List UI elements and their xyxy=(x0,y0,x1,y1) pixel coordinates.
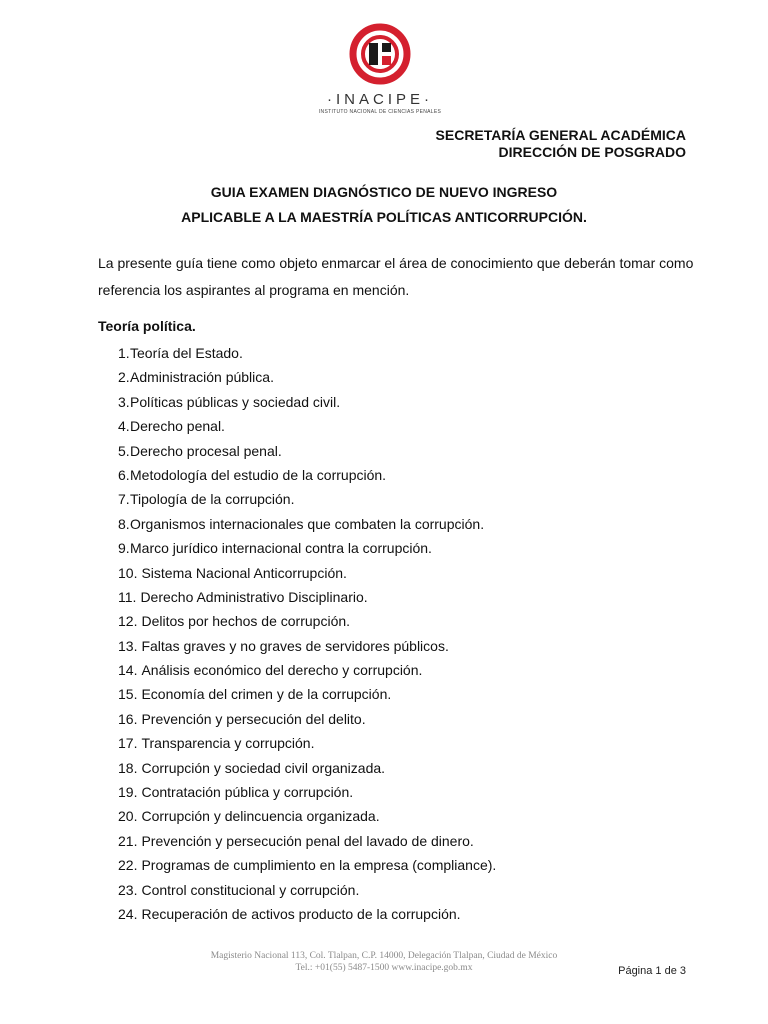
list-item xyxy=(118,609,496,633)
list-item xyxy=(118,634,496,658)
list-item xyxy=(118,902,496,926)
logo-subtitle: INSTITUTO NACIONAL DE CIENCIAS PENALES xyxy=(318,109,442,115)
inacipe-logo-icon xyxy=(348,22,412,86)
list-item-number: 2. xyxy=(118,369,130,386)
list-item-text: Corrupción y sociedad civil organizada. xyxy=(141,759,386,776)
list-item xyxy=(118,512,496,536)
list-item xyxy=(118,365,496,389)
footer-address-line-2: Tel.: +01(55) 5487-1500 www.inacipe.gob.mx xyxy=(295,963,473,973)
list-item-text: Análisis económico del derecho y corrupción. xyxy=(141,662,423,679)
list-item-text: Derecho Administrativo Disciplinario. xyxy=(140,588,368,605)
list-item-text: Transparencia y corrupción. xyxy=(141,735,315,752)
document-title-line-2: APLICABLE A LA MAESTRÍA POLÍTICAS ANTICORRUPCIÓN. xyxy=(181,209,587,225)
list-item-number: 1. xyxy=(118,345,130,361)
document-title-line-1: GUIA EXAMEN DIAGNÓSTICO DE NUEVO INGRESO xyxy=(210,184,558,200)
list-item-number: 17. xyxy=(118,735,138,752)
inacipe-logo xyxy=(300,22,460,115)
list-item xyxy=(118,585,496,609)
list-item-number: 20. xyxy=(118,808,138,825)
list-item-number: 4. xyxy=(118,418,130,435)
list-item-text: Derecho procesal penal. xyxy=(130,442,282,459)
list-item-number: 12. xyxy=(118,613,138,630)
list-item-number: 19. xyxy=(118,784,138,801)
list-item-text: Administración pública. xyxy=(130,369,274,386)
list-item-number: 15. xyxy=(118,686,138,703)
list-item xyxy=(118,658,496,682)
list-item xyxy=(118,780,496,804)
list-item-text: Recuperación de activos producto de la corrupción. xyxy=(141,905,461,922)
list-item-number: 10. xyxy=(118,564,138,581)
list-item-number: 9. xyxy=(118,540,130,557)
intro-paragraph: La presente guía tiene como objeto enmarcar el área de conocimiento que deberán tomar como referencia los aspirantes al programa en mención. xyxy=(98,255,694,298)
list-item-text: Corrupción y delincuencia organizada. xyxy=(141,808,380,825)
list-item-text: Economía del crimen y de la corrupción. xyxy=(141,686,392,703)
list-item xyxy=(118,463,496,487)
list-item-number: 23. xyxy=(118,881,138,898)
list-item xyxy=(118,878,496,902)
list-item xyxy=(118,341,496,365)
list-item-number: 3. xyxy=(118,393,130,410)
footer-address-line-1: Magisterio Nacional 113, Col. Tlalpan, C.P. 14000, Delegación Tlalpan, Ciudad de México xyxy=(210,951,558,961)
list-item-number: 7. xyxy=(118,491,130,508)
topic-list xyxy=(118,341,496,926)
list-item-number: 16. xyxy=(118,710,138,727)
list-item xyxy=(118,561,496,585)
list-item-text: Derecho penal. xyxy=(130,418,225,435)
list-item xyxy=(118,682,496,706)
list-item-text: Faltas graves y no graves de servidores públicos. xyxy=(141,637,449,654)
list-item-text: Control constitucional y corrupción. xyxy=(141,881,360,898)
list-item-number: 13. xyxy=(118,637,138,654)
list-item xyxy=(118,756,496,780)
department-line-1: SECRETARÍA GENERAL ACADÉMICA xyxy=(435,127,686,143)
department-header xyxy=(436,127,686,161)
list-item xyxy=(118,487,496,511)
list-item-text: Teoría del Estado. xyxy=(130,345,243,361)
list-item-text: Marco jurídico internacional contra la corrupción. xyxy=(130,540,432,557)
list-item xyxy=(118,390,496,414)
list-item-number: 14. xyxy=(118,662,138,679)
list-item-number: 8. xyxy=(118,515,130,532)
list-item xyxy=(118,853,496,877)
list-item-text: Delitos por hechos de corrupción. xyxy=(141,613,351,630)
list-item-text: Políticas públicas y sociedad civil. xyxy=(130,393,341,410)
list-item-number: 24. xyxy=(118,905,138,922)
list-item-number: 6. xyxy=(118,466,130,483)
list-item xyxy=(118,731,496,755)
list-item xyxy=(118,829,496,853)
list-item xyxy=(118,707,496,731)
list-item-number: 5. xyxy=(118,442,130,459)
list-item-text: Prevención y persecución del delito. xyxy=(141,710,366,727)
list-item xyxy=(118,414,496,438)
list-item-text: Metodología del estudio de la corrupción. xyxy=(130,466,387,483)
page-number: Página 1 de 3 xyxy=(618,965,686,977)
list-item-number: 22. xyxy=(118,857,138,874)
list-item-text: Contratación pública y corrupción. xyxy=(141,784,354,801)
list-item-text: Organismos internacionales que combaten la corrupción. xyxy=(130,515,485,532)
list-item-text: Prevención y persecución penal del lavado de dinero. xyxy=(141,832,474,849)
logo-wordmark: ·INACIPE· xyxy=(326,91,433,108)
list-item-number: 21. xyxy=(118,832,138,849)
list-item-text: Sistema Nacional Anticorrupción. xyxy=(141,564,347,581)
list-item-text: Tipología de la corrupción. xyxy=(130,491,295,508)
list-item xyxy=(118,439,496,463)
list-item-number: 11. xyxy=(118,588,137,605)
list-item-number: 18. xyxy=(118,759,138,776)
department-line-2: DIRECCIÓN DE POSGRADO xyxy=(498,144,686,160)
list-item xyxy=(118,536,496,560)
list-item xyxy=(118,804,496,828)
list-item-text: Programas de cumplimiento en la empresa (compliance). xyxy=(141,857,497,874)
section-heading: Teoría política. xyxy=(98,318,196,334)
